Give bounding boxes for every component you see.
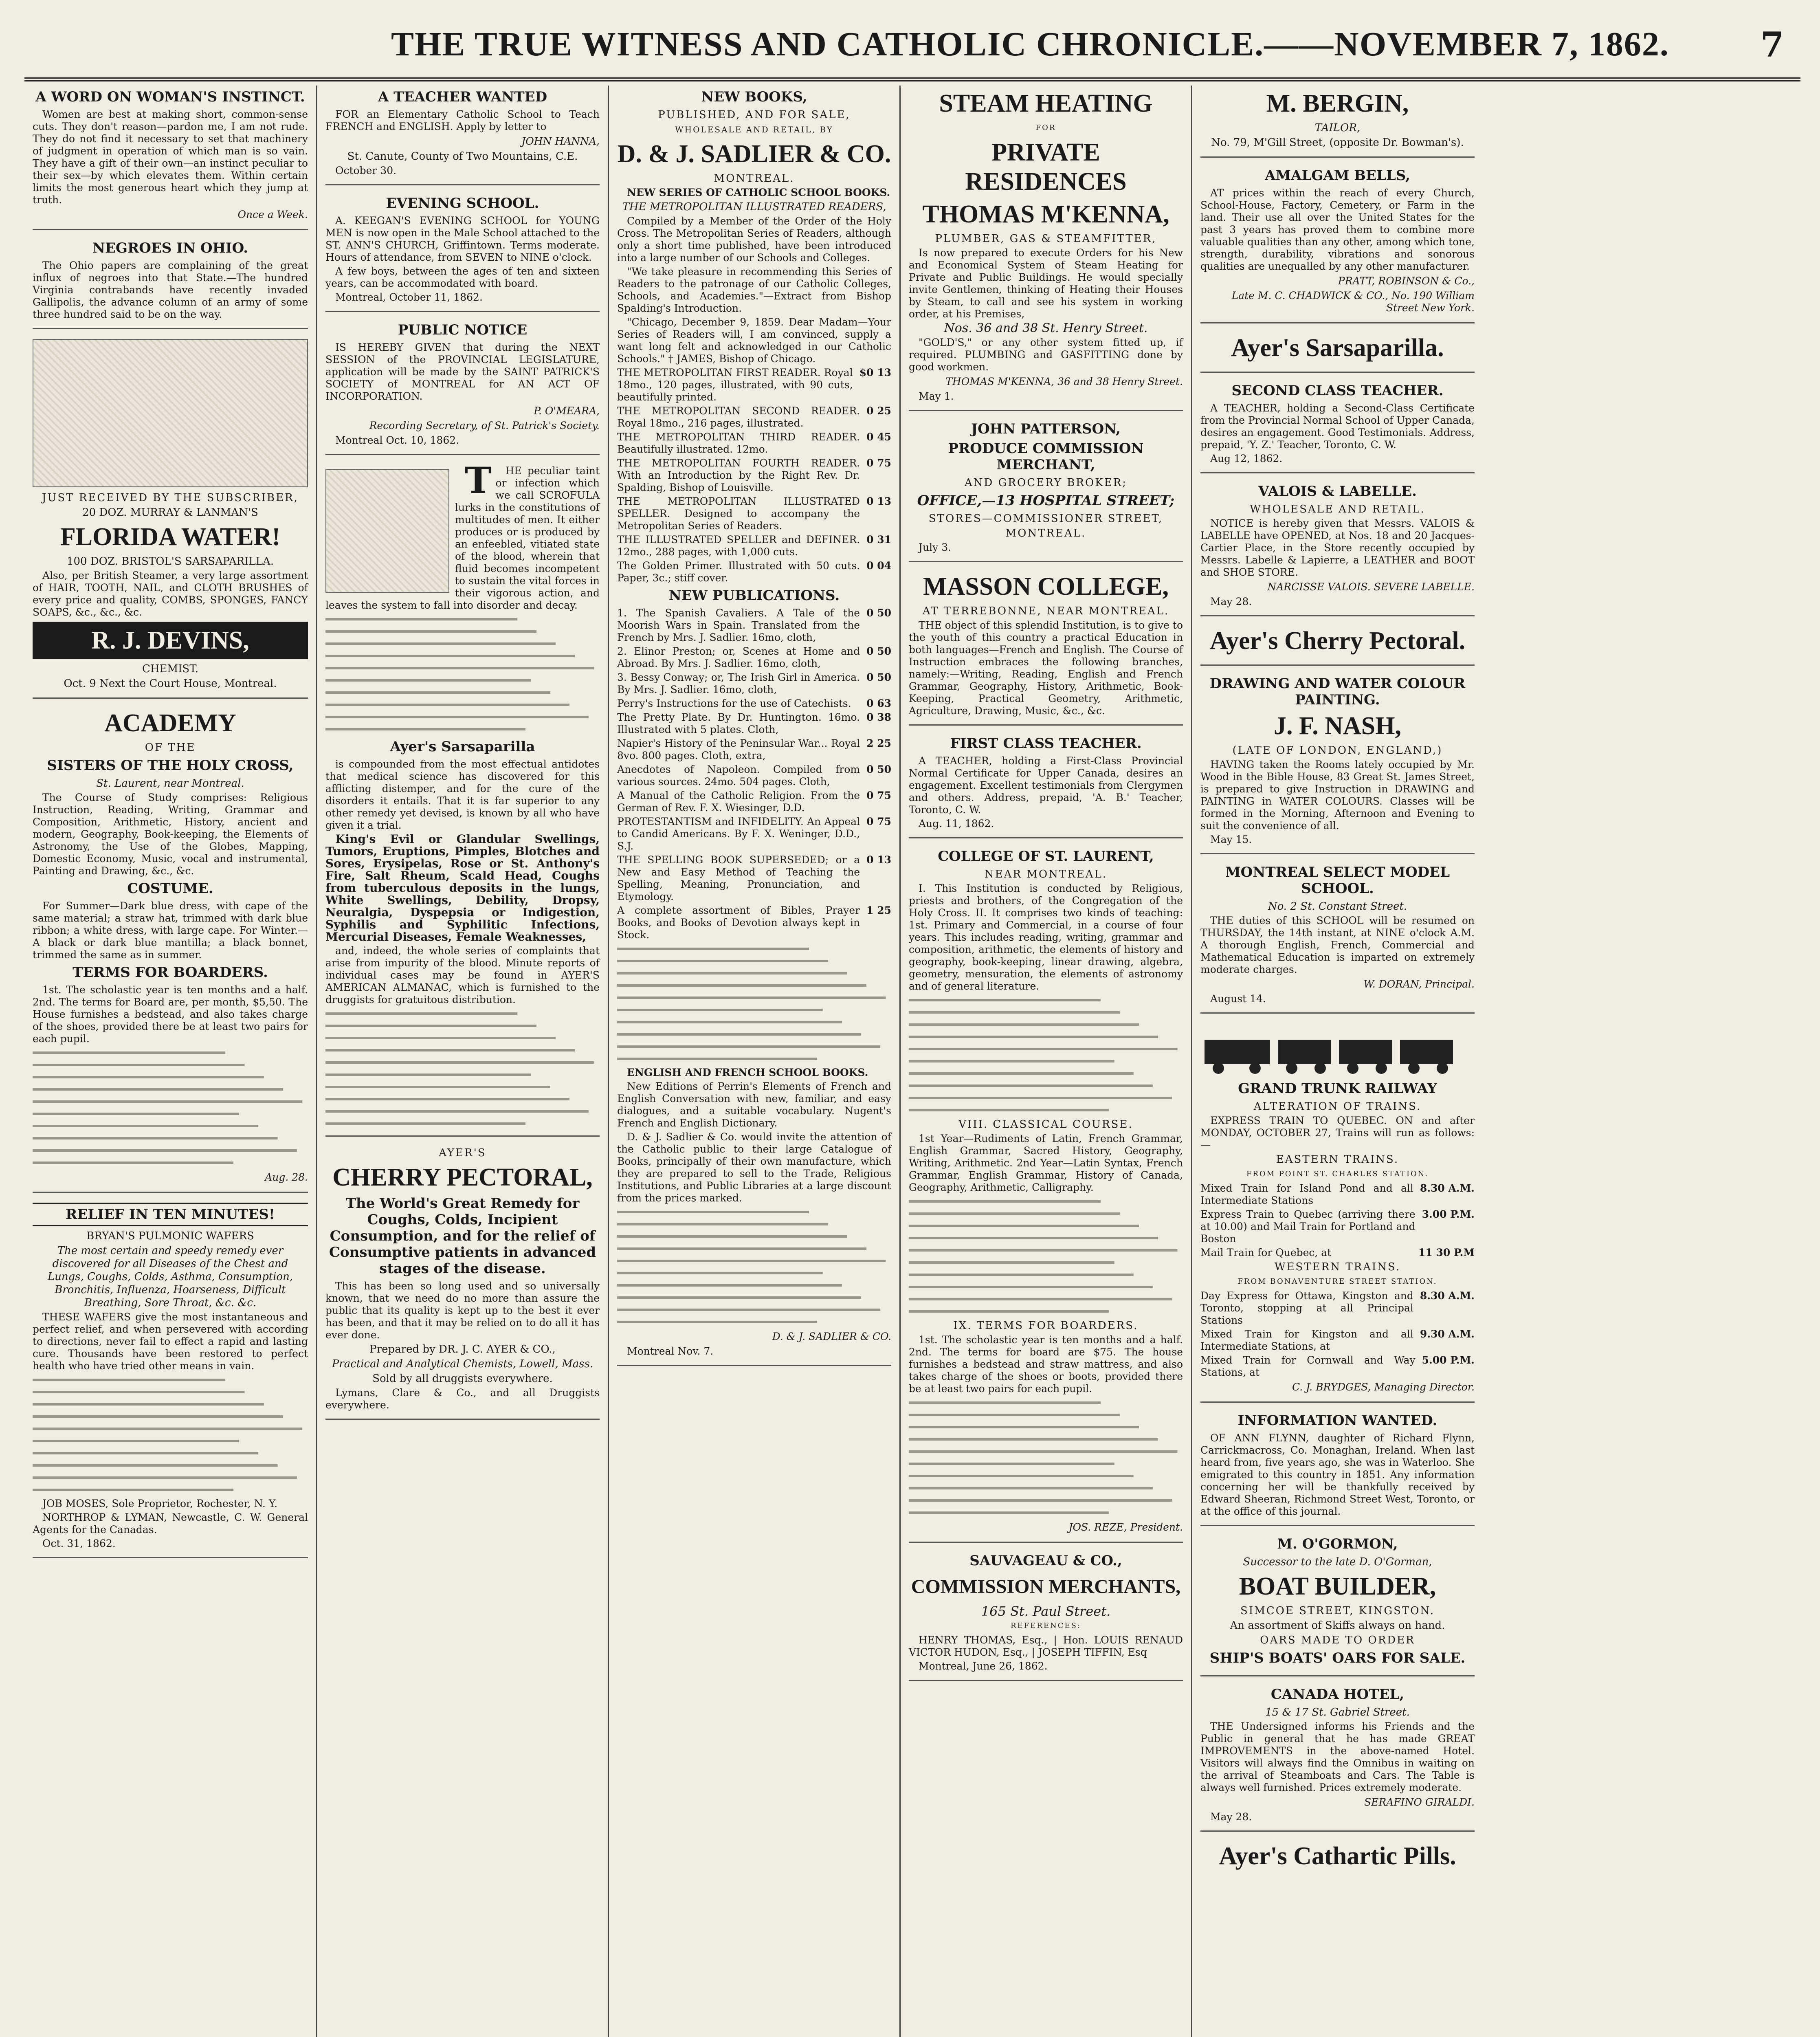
article-heading: A WORD ON WOMAN'S INSTINCT. [35, 89, 305, 105]
ad-date: Aug 12, 1862. [1210, 453, 1283, 464]
ad-boat-builder [1200, 1536, 1475, 1676]
article-source: Once a Week. [237, 209, 308, 220]
publication-title: THE SPELLING BOOK SUPERSEDED; or a New and Easy Method of Teaching the Spelling, Meaning, Pronunciation, and Etymology. [617, 854, 860, 902]
train-row [1200, 1328, 1475, 1353]
publication-title: PROTESTANTISM and INFIDELITY. An Appeal to Candid Americans. By F. X. Weninger, D.D., S.J. [617, 816, 860, 852]
book-item [617, 367, 891, 403]
ad-date: Montreal, October 11, 1862. [335, 291, 483, 303]
ad-agents: Lymans, Clare & Co., and all Druggists everywhere. [325, 1387, 600, 1411]
ad-subheading: OARS MADE TO ORDER [1260, 1634, 1415, 1646]
ad-second-class-teacher [1200, 383, 1475, 473]
ad-signature: PRATT, ROBINSON & Co., [1338, 275, 1475, 287]
ad-ayers-sarsaparilla-small [1200, 333, 1475, 373]
train-time: 9.30 A.M. [1420, 1328, 1475, 1340]
ad-address: St. Canute, County of Two Mountains, C.E. [347, 150, 578, 163]
publication-title: 1. The Spanish Cavaliers. A Tale of the Moorish Wars in Spain. Translated from the French by Mrs. J. Sadlier. 16mo, cloth, [617, 607, 860, 643]
fine-print [325, 1008, 600, 1130]
ad-subheading: COSTUME. [127, 880, 213, 897]
ad-subheading: ALTERATION OF TRAINS. [1253, 1100, 1422, 1113]
ad-text: D. & J. Sadlier & Co. would invite the attention of the Catholic public to their large Catalogue of Books, principally of their own manufacture, which they are prepared to sell to the Trade, Religious Institutions, and Public Libraries at a large discount from the prices marked. [617, 1131, 891, 1204]
book-price: 0 45 [866, 431, 891, 443]
publication-title: 3. Bessy Conway; or, The Irish Girl in America. By Mrs. J. Sadlier. 16mo, cloth, [617, 671, 860, 695]
ad-date: Montreal Nov. 7. [627, 1345, 714, 1357]
ad-subheading: FROM BONAVENTURE STREET STATION. [1238, 1277, 1438, 1286]
ad-subheading: TAILOR, [1314, 122, 1361, 134]
ad-heading: EVENING SCHOOL. [386, 195, 539, 211]
publication-price: 0 50 [866, 763, 891, 775]
ad-cherry-pectoral [325, 1146, 600, 1420]
ad-subheading: PLUMBER, GAS & STEAMFITTER, [935, 233, 1157, 245]
ad-text: Also, per British Steamer, a very large assortment of HAIR, TOOTH, NAIL, and CLOTH BRUSHES of every price and quality, COMBS, SPONGES, FANCY SOAPS, &c., &c., &c. [33, 570, 308, 618]
publication-title: 2. Elinor Preston; or, Scenes at Home and Abroad. By Mrs. J. Sadlier. 16mo, cloth, [617, 645, 860, 669]
book-title: THE METROPOLITAN FIRST READER. Royal 18mo., 120 pages, illustrated, with 90 cuts, beautifully printed. [617, 367, 853, 403]
train-time: 5.00 P.M. [1422, 1354, 1475, 1366]
ad-diseases: King's Evil or Glandular Swellings, Tumors, Eruptions, Pimples, Blotches and Sores, Erysipelas, Rose or St. Anthony's Fire, Salt Rheum, Scald Head, Coughs from tuberculous deposits in the lungs, White Swellings, Debility, Dropsy, Neuralgia, Dyspepsia or Indigestion, Syphilis and Syphilitic Infections, Mercurial Diseases, Female Weaknesses, [325, 832, 600, 944]
ad-text: This has been so long used and so universally known, that we need do no more than assure the public that its quality is kept up to the best it ever has been, and that it may be relied on to do all it has ever done. [325, 1280, 600, 1341]
ad-subheading: EASTERN TRAINS. [1276, 1153, 1399, 1166]
train-desc: Mixed Train for Island Pond and all Intermediate Stations [1200, 1182, 1413, 1206]
book-price: 0 31 [866, 534, 891, 546]
ad-subheading: MONTREAL. [1005, 527, 1086, 539]
book-title: THE METROPOLITAN FOURTH READER. With an Introduction by the Right Rev. Dr. Spalding, Bishop of Louisville. [617, 457, 860, 493]
ad-prepared-by: Prepared by DR. J. C. AYER & CO., [369, 1343, 556, 1355]
publication-title: Anecdotes of Napoleon. Compiled from various sources. 24mo. 504 pages. Cloth, [617, 763, 860, 788]
masthead-title: THE TRUE WITNESS AND CATHOLIC CHRONICLE.——NOVEMBER 7, 1862. [391, 25, 1669, 63]
ad-text: A TEACHER, holding a Second-Class Certificate from the Provincial Normal School of Upper Canada, desires an engagement. Good Testimonials. Address, prepaid, 'Y. Z.' Teacher, Toronto, C. W. [1200, 402, 1475, 451]
publication-price: 0 50 [866, 645, 891, 657]
publication-price: 1 25 [866, 904, 891, 916]
ad-quote: "We take pleasure in recommending this Series of Readers to the patronage of our Catholic Colleges, Schools, and Academies."—Extract from Bishop Spalding's Introduction. [617, 266, 891, 314]
publication-item [617, 816, 891, 852]
ad-heading: THOMAS M'KENNA, [922, 200, 1169, 228]
train-desc: Mixed Train for Cornwall and Way Stations, at [1200, 1354, 1416, 1378]
ad-heading: INFORMATION WANTED. [1238, 1412, 1438, 1429]
ad-text: A TEACHER, holding a First-Class Provincial Normal Certificate for Upper Canada, desires an engagement. Excellent testimonials from Clergymen and others. Address, prepaid, 'A. B.' Teacher, Toronto, C. W. [909, 755, 1183, 816]
ad-subheading: NEAR MONTREAL. [984, 868, 1108, 880]
ad-text: 1st. The scholastic year is ten months and a half. 2nd. The terms for board are $75. The house furnishes a bedstead and straw mattress, and also takes charge of the shoes or boots, provided there be at least two pairs for each pupil. [909, 1334, 1183, 1395]
book-price: 0 25 [866, 405, 891, 417]
ad-text: The Course of Study comprises: Religious Instruction, Reading, Writing, Grammar and Composition, Arithmetic, History, ancient and modern, Geography, Book-keeping, the Elements of Astronomy, the Use of the Globes, Mapping, Domestic Economy, Music, vocal and instrumental, Painting and Drawing, &c., &c. [33, 792, 308, 877]
ad-text: HAVING taken the Rooms lately occupied by Mr. Wood in the Bible House, 83 Great St. James Street, is prepared to give Instruction in DRAWING and PAINTING in WATER COLOURS. Classes will be formed in the Morning, Afternoon and Evening to suit the convenience of all. [1200, 759, 1475, 832]
column-2 [316, 86, 608, 2037]
ad-text: IS HEREBY GIVEN that during the NEXT SESSION of the PROVINCIAL LEGISLATURE, application will be made by the SAINT PATRICK'S SOCIETY of MONTREAL for AN ACT OF INCORPORATION. [325, 341, 600, 402]
ad-subheading: MONTREAL. [714, 172, 795, 185]
publication-title: Napier's History of the Peninsular War... Royal 8vo. 800 pages. Cloth, extra, [617, 737, 860, 761]
ad-heading: M. BERGIN, [1266, 90, 1409, 117]
ad-subheading: VIII. CLASSICAL COURSE. [958, 1118, 1133, 1131]
ad-text: NOTICE is hereby given that Messrs. VALOIS & LABELLE have OPENED, at Nos. 18 and 20 Jacques-Cartier Place, in the Store recently occupied by Messrs. Labelle & Lapierre, a LEATHER and BOOT and SHOE STORE. [1200, 517, 1475, 578]
publication-item [617, 645, 891, 670]
ad-title: Recording Secretary, of St. Patrick's Society. [369, 420, 600, 431]
ad-signature: SERAFINO GIRALDI. [1364, 1796, 1475, 1808]
ad-address: SIMCOE STREET, KINGSTON. [1240, 1605, 1435, 1617]
column-3 [608, 86, 899, 2037]
ad-bergin-tailor [1200, 89, 1475, 158]
ad-heading: COMMISSION MERCHANTS, [911, 1576, 1181, 1597]
fine-print [33, 1047, 308, 1169]
ad-subheading: WHOLESALE AND RETAIL. [1250, 503, 1425, 515]
publication-item [617, 904, 891, 941]
ad-public-notice [325, 322, 600, 455]
ad-heading: SHIP'S BOATS' OARS FOR SALE. [1209, 1650, 1466, 1666]
train-row [1200, 1247, 1475, 1259]
ad-date: Aug. 11, 1862. [919, 818, 994, 829]
train-row [1200, 1208, 1475, 1245]
ad-florida-water [33, 491, 308, 699]
book-title: THE ILLUSTRATED SPELLER and DEFINER. 12mo., 288 pages, with 1,000 cuts. [617, 534, 860, 558]
ad-amalgam-bells [1200, 167, 1475, 323]
ad-subheading: CHEMIST. [142, 663, 199, 675]
ad-text: THE Undersigned informs his Friends and the Public in general that he has made GREAT IMPROVEMENTS in the above-named Hotel. Visitors will always find the Omnibus in waiting on the arrival of Steamboats and Cars. The Table is always well furnished. Prices extremely moderate. [1200, 1720, 1475, 1793]
ad-subheading: The most certain and speedy remedy ever discovered for all Diseases of the Chest and Lungs, Coughs, Colds, Asthma, Consumption, Bronchitis, Influenza, Hoarseness, Difficult Breathing, Sore Throat, &c. &c. [47, 1245, 293, 1309]
ad-heading: MASSON COLLEGE, [923, 573, 1169, 601]
ad-academy-holy-cross [33, 708, 308, 1193]
ad-text: is compounded from the most effectual antidotes that medical science has discovered for this afflicting distemper, and for the cure of the disorders it entails. That it is far superior to any other remedy yet devised, is known by all who have given it a trial. [325, 758, 600, 831]
fine-print [617, 943, 891, 1065]
ad-text: New Editions of Perrin's Elements of French and English Conversation with new, familiar, and easy dialogues, and a suitable vocabulary. Nugent's French and English Dictionary. [617, 1080, 891, 1129]
publication-price: 0 75 [866, 816, 891, 827]
ad-date: Aug. 28. [265, 1171, 308, 1183]
ad-address: No. 79, M'Gill Street, (opposite Dr. Bowman's). [1211, 136, 1464, 149]
book-price: 0 75 [866, 457, 891, 469]
publication-price: 0 13 [866, 854, 891, 866]
ad-heading: CHERRY PECTORAL, [332, 1164, 593, 1191]
ad-heading: SECOND CLASS TEACHER. [1231, 383, 1444, 399]
ad-references: HENRY THOMAS, Esq., | Hon. LOUIS RENAUD VICTOR HUDON, Esq., | JOSEPH TIFFIN, Esq [909, 1634, 1183, 1658]
ad-heading: COLLEGE OF ST. LAURENT, [938, 848, 1154, 865]
ad-subheading: FROM POINT ST. CHARLES STATION. [1246, 1170, 1429, 1178]
ad-signature: Late M. C. CHADWICK & CO., No. 190 William Street New York. [1231, 290, 1475, 314]
ad-text: OF ANN FLYNN, daughter of Richard Flynn, Carrickmacross, Co. Monaghan, Ireland. When last heard from, five years ago, she was in Waterloo. She emigrated to this country in 1851. Any information concerning her will be thankfully received by Edward Sheeran, Richmond Street West, Toronto, or at the office of this journal. [1200, 1432, 1475, 1517]
publication-item [617, 671, 891, 696]
columns [24, 86, 1800, 2037]
ad-quote: "Chicago, December 9, 1859. Dear Madam—Your Series of Readers will, I am convinced, supply a want long felt and acknowledged in our Catholic Schools." † JAMES, Bishop of Chicago. [617, 316, 891, 365]
ad-address: 15 & 17 St. Gabriel Street. [1265, 1706, 1410, 1718]
ad-text: EXPRESS TRAIN TO QUEBEC. ON and after MONDAY, OCTOBER 27, Trains will run as follows:— [1200, 1115, 1475, 1151]
ad-heading: M. O'GORMON, [1277, 1536, 1398, 1552]
ad-signature: D. & J. SADLIER & CO. [772, 1331, 891, 1342]
fine-print [909, 1397, 1183, 1519]
ad-heading: DRAWING AND WATER COLOUR PAINTING. [1209, 675, 1466, 708]
woodcut-illustration [33, 339, 308, 487]
ad-select-model-school [1200, 864, 1475, 1014]
ad-heading: CANADA HOTEL, [1270, 1686, 1405, 1703]
ad-subheading: 20 DOZ. MURRAY & LANMAN'S [82, 506, 258, 519]
book-item [617, 457, 891, 494]
train-row [1200, 1290, 1475, 1326]
ad-subheading: Successor to the late D. O'Gorman, [1243, 1556, 1432, 1568]
ad-text: Is now prepared to execute Orders for his New and Economical System of Steam Heating for Private and Public Buildings. He would specially invite Gentlemen, thinking of Heating their Houses by Steam, to call and see his system in working order, at his Premises, [909, 247, 1183, 320]
ad-masson-college [909, 572, 1183, 726]
ad-heading: OFFICE,—13 HOSPITAL STREET; [917, 493, 1175, 509]
ad-proprietor: JOB MOSES, Sole Proprietor, Rochester, N. Y. [42, 1498, 278, 1509]
ad-text: 1st Year—Rudiments of Latin, French Grammar, English Grammar, Sacred History, Geography, Writing, Arithmetic. 2nd Year—Latin Syntax, French Grammar, English Grammar, History of Canada, Geography, Arithmetic, Calligraphy. [909, 1133, 1183, 1193]
ad-subheading: FOR [1035, 123, 1056, 132]
train-desc: Day Express for Ottawa, Kingston and Toronto, stopping at all Principal Stations [1200, 1290, 1413, 1326]
ad-subheading: NEW PUBLICATIONS. [668, 587, 840, 604]
publication-price: 0 50 [866, 607, 891, 619]
book-price: $0 13 [859, 367, 891, 378]
ad-heading: R. J. DEVINS, [33, 622, 308, 659]
ad-text: A few boys, between the ages of ten and sixteen years, can be accommodated with board. [325, 265, 600, 289]
publication-item [617, 607, 891, 644]
ad-heading: J. F. NASH, [1274, 712, 1401, 740]
ad-subheading: THE METROPOLITAN ILLUSTRATED READERS, [622, 201, 886, 213]
fine-print [909, 994, 1183, 1116]
ad-heading: JOHN PATTERSON, [971, 421, 1121, 437]
ad-signature: W. DORAN, Principal. [1363, 978, 1475, 990]
ad-heading: BOAT BUILDER, [1239, 1573, 1436, 1600]
ad-sold-by: Sold by all druggists everywhere. [372, 1373, 553, 1385]
ad-date: August 14. [1210, 993, 1266, 1005]
ad-date: May 28. [1210, 1811, 1252, 1823]
column-1 [24, 86, 316, 2037]
book-title: THE METROPOLITAN THIRD READER. Beautifully illustrated. 12mo. [617, 431, 860, 455]
masthead [24, 16, 1800, 81]
publication-price: 0 38 [866, 711, 891, 723]
ad-heading: SISTERS OF THE HOLY CROSS, [47, 757, 294, 774]
ad-heading: FIRST CLASS TEACHER. [950, 735, 1142, 752]
ad-teacher-wanted [325, 89, 600, 185]
ad-text: 1st. The scholastic year is ten months and a half. 2nd. The terms for Board are, per month, $5,50. The House furnishes a bedstead, and also takes charge of the shoes, provided there be at least two pairs for each pupil. [33, 984, 308, 1045]
ad-signature: NARCISSE VALOIS. SEVERE LABELLE. [1267, 581, 1475, 593]
ad-sauvageau [909, 1553, 1183, 1681]
ad-date: May 15. [1210, 834, 1252, 845]
ad-subheading: AYER'S [439, 1147, 486, 1159]
ad-text: THESE WAFERS give the most instantaneous and perfect relief, and when persevered with according to directions, never fail to effect a rapid and lasting cure. Thousands have been restored to perfect health who have tried other means in vain. [33, 1311, 308, 1372]
column-4 [899, 86, 1191, 2037]
ad-jf-nash [1200, 675, 1475, 854]
ad-heading: A TEACHER WANTED [378, 89, 547, 105]
ad-subheading: REFERENCES: [1010, 1621, 1081, 1630]
publication-price: 0 63 [866, 697, 891, 709]
ad-heading: PUBLIC NOTICE [398, 322, 528, 338]
ad-prepared-by: Practical and Analytical Chemists, Lowell, Mass. [332, 1358, 593, 1370]
ad-grand-trunk-railway [1200, 1023, 1475, 1403]
ad-subheading: PUBLISHED, AND FOR SALE, [658, 109, 851, 121]
book-title: THE METROPOLITAN SECOND READER. Royal 18mo., 216 pages, illustrated. [617, 405, 860, 429]
ad-heading: D. & J. SADLIER & CO. [617, 140, 891, 168]
locomotive-illustration [1200, 1023, 1475, 1076]
book-title: THE METROPOLITAN ILLUSTRATED SPELLER. Designed to accompany the Metropolitan Series of Readers. [617, 495, 860, 532]
ad-text: THE peculiar taint or infection which we call SCROFULA lurks in the constitutions of multitudes of men. It either produces or is produced by an enfeebled, vitiated state of the blood, wherein that fluid becomes incompetent to sustain the vital forces in their vigorous action, and leaves the system to fall into disorder and decay. [325, 459, 600, 611]
ad-date: Oct. 31, 1862. [42, 1538, 116, 1549]
book-item [617, 405, 891, 429]
ad-heading: SAUVAGEAU & CO., [969, 1553, 1122, 1569]
ad-valois-labelle [1200, 483, 1475, 616]
publication-title: Perry's Instructions for the use of Catechists. [617, 697, 851, 709]
ad-address: Oct. 9 Next the Court House, Montreal. [64, 678, 277, 690]
ad-heading: RELIEF IN TEN MINUTES! [33, 1203, 308, 1226]
ad-subheading: JUST RECEIVED BY THE SUBSCRIBER, [42, 492, 299, 504]
ad-subheading: St. Laurent, near Montreal. [96, 777, 244, 790]
ad-text: FOR an Elementary Catholic School to Teach FRENCH and ENGLISH. Apply by letter to [325, 108, 600, 132]
ad-college-st-laurent [909, 848, 1183, 1543]
ad-heading: AMALGAM BELLS, [1265, 167, 1410, 184]
ad-heading: PRIVATE RESIDENCES [965, 139, 1127, 196]
ad-name: P. O'MEARA, [534, 405, 600, 417]
ad-ayers-cathartic-pills [1200, 1841, 1475, 1880]
book-item [617, 495, 891, 532]
article-text: Women are best at making short, common-sense cuts. They don't reason—pardon me, I am not rude. They do not find it necessary to set that machinery of judgment in operation of which man is so vain. They have a gift of their own—an instinct peculiar to their sex—by which elevates them. Within certain limits the most generous heart which they jump at truth. [33, 108, 308, 206]
ad-heading: ACADEMY [104, 709, 236, 737]
article-heading: NEGROES IN OHIO. [92, 240, 248, 256]
ad-subheading: IX. TERMS FOR BOARDERS. [953, 1320, 1139, 1332]
ad-address: 165 St. Paul Street. [981, 1604, 1111, 1619]
engraving-illustration [325, 469, 449, 593]
book-list [617, 367, 891, 584]
fine-print [33, 1374, 308, 1496]
ad-text: Compiled by a Member of the Order of the Holy Cross. The Metropolitan Series of Readers, although only a short time published, have been introduced into a large number of our Schools and Colleges. [617, 215, 891, 264]
fine-print [325, 613, 600, 735]
publication-title: The Pretty Plate. By Dr. Huntington. 16mo. Illustrated with 5 plates. Cloth, [617, 711, 860, 735]
ad-subheading: AND GROCERY BROKER; [964, 477, 1128, 489]
ad-heading: Ayer's Cherry Pectoral. [1209, 627, 1466, 655]
ad-subheading: STORES—COMMISSIONER STREET, [928, 513, 1163, 525]
publication-price: 0 75 [866, 790, 891, 801]
ad-text: THE duties of this SCHOOL will be resumed on THURSDAY, the 14th instant, at NINE o'clock A.M. A thorough English, French, Commercial and Mathematical Education is imparted on extremely moderate charges. [1200, 915, 1475, 975]
ad-address: Nos. 36 and 38 St. Henry Street. [944, 321, 1148, 335]
book-price: 0 13 [866, 495, 891, 507]
publication-price: 2 25 [866, 737, 891, 749]
ad-subheading: The World's Great Remedy for Coughs, Colds, Incipient Consumption, and for the relief of Consumptive patients in advanced stages of the disease. [329, 1195, 596, 1277]
ad-first-class-teacher [909, 735, 1183, 838]
ad-text: An assortment of Skiffs always on hand. [1230, 1619, 1445, 1632]
ad-text: "GOLD'S," or any other system fitted up, if required. PLUMBING and GASFITTING done by good workmen. [909, 337, 1183, 373]
ad-date: May 1. [919, 390, 954, 402]
ad-subheading: TERMS FOR BOARDERS. [73, 964, 268, 981]
ad-subheading: (LATE OF LONDON, ENGLAND,) [1232, 744, 1443, 757]
ad-heading: NEW BOOKS, [701, 89, 807, 105]
book-title: The Golden Primer. Illustrated with 50 cuts. Paper, 3c.; stiff cover. [617, 560, 860, 584]
ad-heading: VALOIS & LABELLE. [1258, 483, 1417, 499]
ad-subheading: WHOLESALE AND RETAIL, BY [675, 125, 833, 134]
ad-heading: FLORIDA WATER! [60, 523, 281, 551]
ad-date: July 3. [919, 541, 952, 553]
ad-date: October 30. [335, 165, 397, 176]
ad-heading: PRODUCE COMMISSION MERCHANT, [948, 440, 1144, 473]
ad-text: and, indeed, the whole series of complaints that arise from impurity of the blood. Minute reports of individual cases may be found in AYER'S AMERICAN ALMANAC, which is furnished to the druggists for gratuitous distribution. [325, 945, 600, 1005]
train-row [1200, 1354, 1475, 1379]
ad-text: For Summer—Dark blue dress, with cape of the same material; a straw hat, trimmed with dark blue ribbon; a white dress, with large cape. For Winter.—A black or dark blue mantilla; a black bonnet, trimmed the same as in summer. [33, 900, 308, 961]
ad-agents: NORTHROP & LYMAN, Newcastle, C. W. General Agents for the Canadas. [33, 1511, 308, 1535]
fine-print [909, 1195, 1183, 1318]
ad-heading: Ayer's Sarsaparilla. [1231, 334, 1444, 362]
ad-ayers-sarsaparilla [325, 459, 600, 1137]
book-item [617, 534, 891, 558]
ad-steam-heating [909, 89, 1183, 411]
ad-ayers-cherry-small [1200, 626, 1475, 666]
ad-text: I. This Institution is conducted by Religious, priests and brothers, of the Congregation of the Holy Cross. II. It comprises two kinds of teaching: 1st. Primary and Commercial, in a course of four years. This includes reading, writing, grammar and composition, arithmetic, the elements of history and geography, book-keeping, linear drawing, algebra, geometry, mensuration, the elements of astronomy and of general literature. [909, 882, 1183, 992]
ad-date: May 28. [1210, 596, 1252, 607]
train-row [1200, 1182, 1475, 1207]
publication-list [617, 607, 891, 941]
publication-item [617, 763, 891, 788]
ad-heading: STEAM HEATING [939, 90, 1153, 117]
ad-signature: C. J. BRYDGES, Managing Director. [1292, 1381, 1475, 1393]
article-text: The Ohio papers are complaining of the great influx of negroes into that State.—The hundred Virginia contrabands have recently invaded Gallipolis, the advance column of an army of some three hundred said to be on the way. [33, 260, 308, 320]
column-5 [1191, 86, 1483, 2037]
ad-heading: GRAND TRUNK RAILWAY [1238, 1080, 1437, 1097]
ad-heading: MONTREAL SELECT MODEL SCHOOL. [1225, 864, 1450, 897]
ad-signature: THOMAS M'KENNA, 36 and 38 Henry Street. [945, 376, 1183, 387]
book-item [617, 431, 891, 455]
train-desc: Mixed Train for Kingston and all Intermediate Stations, at [1200, 1328, 1413, 1352]
ad-heading: Ayer's Sarsaparilla [390, 739, 535, 755]
train-desc: Express Train to Quebec (arriving there at 10.00) and Mail Train for Portland and Boston [1200, 1208, 1416, 1245]
publication-item [617, 737, 891, 762]
ad-canada-hotel [1200, 1686, 1475, 1832]
ad-address: No. 2 St. Constant Street. [1268, 900, 1407, 913]
ad-subheading: AT TERREBONNE, NEAR MONTREAL. [922, 605, 1169, 617]
ad-name: JOHN HANNA, [521, 135, 600, 147]
ad-sadlier-books [617, 89, 891, 1366]
train-time: 8.30 A.M. [1420, 1290, 1475, 1302]
ad-subheading: 100 DOZ. BRISTOL'S SARSAPARILLA. [66, 555, 274, 568]
publication-item [617, 697, 891, 710]
publication-price: 0 50 [866, 671, 891, 683]
publication-item [617, 790, 891, 814]
ad-subheading: ENGLISH AND FRENCH SCHOOL BOOKS. [627, 1067, 868, 1078]
ad-bryans-wafers [33, 1203, 308, 1558]
ad-subheading: WESTERN TRAINS. [1274, 1261, 1401, 1273]
book-item [617, 560, 891, 584]
ad-text: AT prices within the reach of every Church, School-House, Factory, Cemetery, or Farm in the land. Their use all over the United States for the past 3 years has proved them to combine more valuable qualities than any other, among which tone, strength, durability, vibrations and sonorous qualities are unequalled by any other manufacturer. [1200, 187, 1475, 272]
publication-item [617, 854, 891, 903]
train-time: 11 30 P.M [1418, 1247, 1475, 1258]
train-time: 8.30 A.M. [1420, 1182, 1475, 1194]
publication-title: A Manual of the Catholic Religion. From the German of Rev. F. X. Wiesinger, D.D. [617, 790, 860, 814]
train-time: 3.00 P.M. [1422, 1208, 1475, 1220]
train-desc: Mail Train for Quebec, at [1200, 1247, 1332, 1258]
ad-date: Montreal, June 26, 1862. [919, 1660, 1048, 1672]
ad-text: THE object of this splendid Institution, is to give to the youth of this country a practical Education in both languages—French and English. The Course of Instruction embraces the following branches, namely:—Writing, Reading, English and French Grammar, Geography, History, Arithmetic, Book-Keeping, Practical Geometry, Arithmetic, Agriculture, Drawing, Music, &c., &c. [909, 619, 1183, 717]
ad-signature: JOS. REZE, President. [1068, 1521, 1183, 1533]
article-womans-instinct [33, 89, 308, 230]
ad-date: Montreal Oct. 10, 1862. [335, 434, 459, 446]
book-price: 0 04 [866, 560, 891, 572]
page-number: 7 [1760, 24, 1784, 65]
article-negroes-ohio [33, 240, 308, 329]
ad-heading: Ayer's Cathartic Pills. [1219, 1842, 1456, 1870]
ad-subheading: OF THE [145, 741, 196, 754]
ad-text: A. KEEGAN'S EVENING SCHOOL for YOUNG MEN is now open in the Male School attached to the ST. ANN'S CHURCH, Griffintown. Terms moderate. Hours of attendance, from SEVEN to NINE o'clock. [325, 215, 600, 263]
publication-item [617, 711, 891, 736]
ad-evening-school [325, 195, 600, 312]
publication-title: A complete assortment of Bibles, Prayer Books, and Books of Devotion always kept in Stock. [617, 904, 860, 941]
fine-print [617, 1206, 891, 1328]
ad-information-wanted [1200, 1412, 1475, 1526]
ad-subheading: NEW SERIES OF CATHOLIC SCHOOL BOOKS. [627, 187, 890, 198]
ad-john-patterson [909, 421, 1183, 562]
ad-subheading: BRYAN'S PULMONIC WAFERS [86, 1230, 254, 1242]
